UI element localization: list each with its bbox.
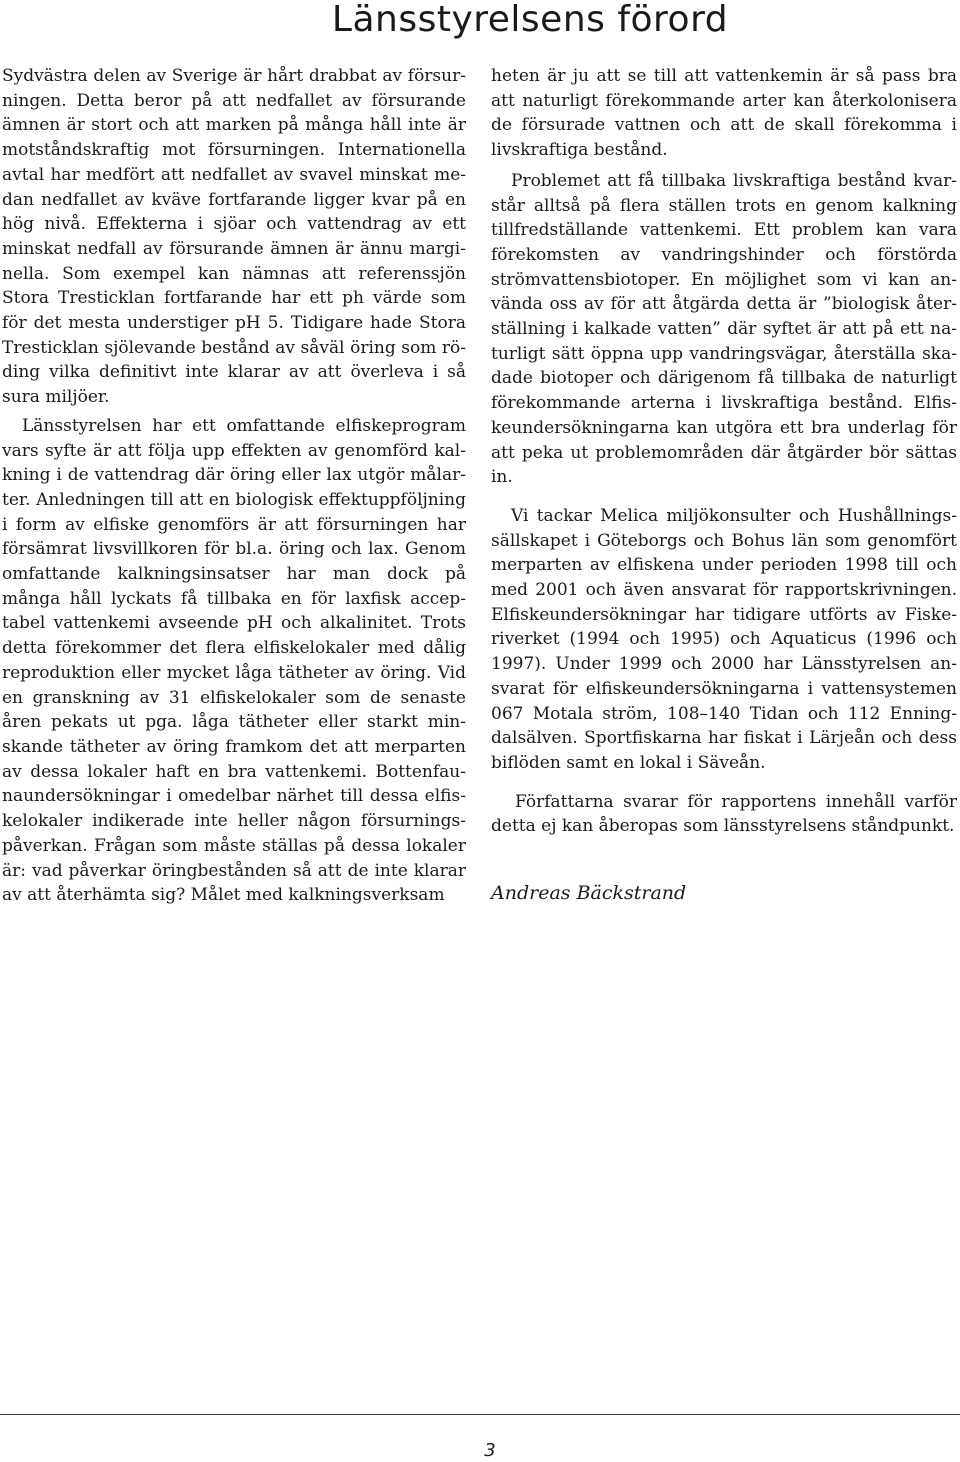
paragraph: Problemet att få tillbaka livskraftiga bestånd kvarstår alltså på flera ställen trots en genom kalkning tillfredställande vattenkemi. Ett problem kan vara förekomsten av vandringshinder och förstörda strömvattensbiotoper. En möjlighet som vi kan använda oss av för att åtgärda detta är ”biologisk återställning i kalkade vatten” där syftet är att på ett naturligt sätt öppna upp vandringsvägar, återställa skadade biotoper och därigenom få tillbaka de naturligt förekommande arterna i livskraftiga bestånd. Elfiskeundersökningarna kan utgöra ett bra underlag för att peka ut problemområden där åtgärder bör sättas in. [491,170,957,488]
signature: Andreas Bäckstrand [491,882,687,904]
paragraph: Länsstyrelsen har ett omfattande elfiskeprogram vars syfte är att följa upp effekten av genomförd kalkning i de vattendrag där öring eller lax utgör målarter. Anledningen till att en biologisk effektuppföljning i form av elfiske genomförs är att försurningen har försämrat livsvillkoren för bl.a. öring och lax. Genom omfattande kalkningsinsatser har man dock på många håll lyckats få tillbaka en för laxfisk acceptabel vattenkemi avseende pH och alkalinitet. Trots detta förekommer det flera elfiskelokaler med dålig reproduktion eller mycket låga tätheter av öring. Vid en granskning av 31 elfiskelokaler som de senaste åren pekats ut pga. låga tätheter eller starkt minskande tätheter av öring framkom det att merparten av dessa lokaler haft en bra vattenkemi. Bottenfaunaundersökningar i omedelbar närhet till dessa elfiskelokaler indikerade inte heller någon försurningspåverkan. Frågan som måste ställas på dessa lokaler är: vad påverkar öringbestånden så att de inte klarar av att återhämta sig? Målet med kalkningsverksam [2,415,466,906]
left-column [2,64,466,908]
page-title: Länsstyrelsens förord [331,0,729,40]
paragraph: heten är ju att se till att vattenkemin är så pass bra att naturligt förekommande arter kan återkolonisera de försurade vattnen och att de skall förekomma i livskraftiga bestånd. [491,66,957,161]
right-column [491,64,957,839]
page-number: 3 [484,1440,496,1461]
paragraph: Författarna svarar för rapportens innehåll varför detta ej kan åberopas som länsstyrelsens ståndpunkt. [491,791,957,837]
footer-divider [0,1414,960,1415]
paragraph: Vi tackar Melica miljökonsulter och Hushållningssällskapet i Göteborgs och Bohus län som genomfört merparten av elfiskena under perioden 1998 till och med 2001 och även ansvarat för rapportskrivningen. Elfiskeundersökningar har tidigare utförts av Fiskeriverket (1994 och 1995) och Aquaticus (1996 och 1997). Under 1999 och 2000 har Länsstyrelsen ansvarat för elfiskeundersökningarna i vattensystemen 067 Motala ström, 108–140 Tidan och 112 Enningdalsälven. Sportfiskarna har fiskat i Lärjeån och dess biflöden samt en lokal i Säveån. [491,505,957,773]
paragraph: Sydvästra delen av Sverige är hårt drabbat av försurningen. Detta beror på att nedfallet av försurande ämnen är stort och att marken på många håll inte är motståndskraftig mot försurningen. Internationella avtal har medfört att nedfallet av svavel minskat medan nedfallet av kväve fortfarande ligger kvar på en hög nivå. Effekterna i sjöar och vattendrag av ett minskat nedfall av försurande ämnen är ännu marginella. Som exempel kan nämnas att referenssjön Stora Tresticklan fortfarande har ett ph värde som för det mesta understiger pH 5. Tidigare hade Stora Tresticklan sjölevande bestånd av såväl öring som röding vilka definitivt inte klarar av att överleva i så sura miljöer. [2,66,466,408]
